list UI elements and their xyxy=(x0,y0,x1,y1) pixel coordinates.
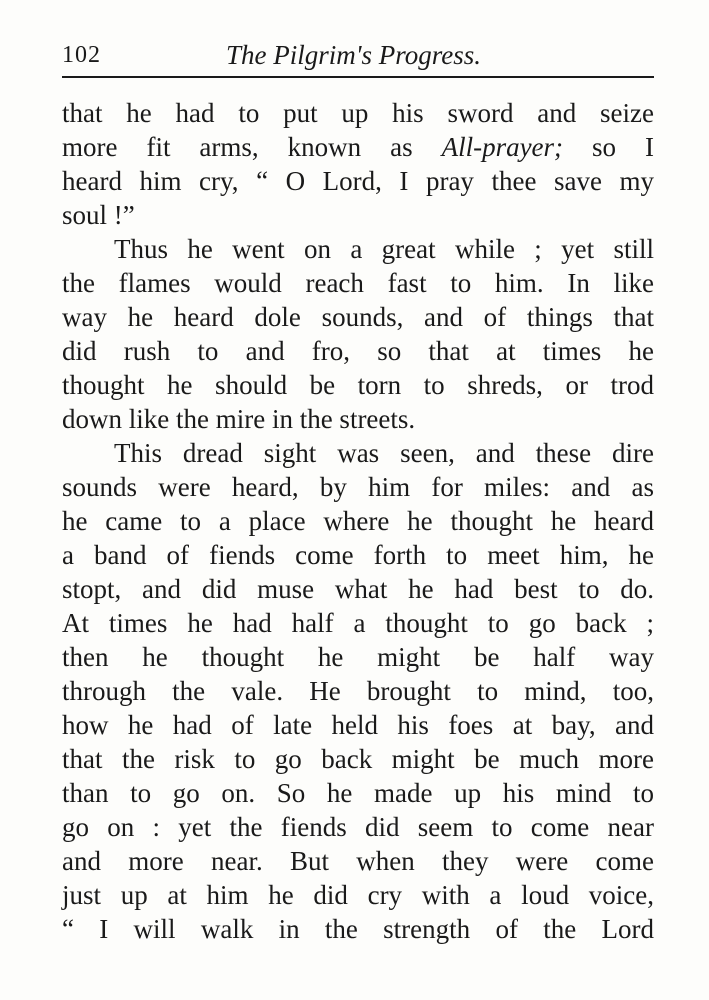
italic-phrase: All-prayer; xyxy=(441,132,564,162)
text-line: “ I will walk in the strength of the Lord xyxy=(62,914,654,944)
text-line: and more near. But when they were come xyxy=(62,846,654,876)
text-line: just up at him he did cry with a loud voice, xyxy=(62,880,654,910)
text-line: how he had of late held his foes at bay, and xyxy=(62,710,654,740)
text-line: Thus he went on a great while ; yet still xyxy=(114,234,654,264)
text-line: This dread sight was seen, and these dire xyxy=(114,438,654,468)
text-line: through the vale. He brought to mind, too, xyxy=(62,676,654,706)
text-line: the flames would reach fast to him. In like xyxy=(62,268,654,298)
text-line: heard him cry, “ O Lord, I pray thee save my xyxy=(62,166,654,196)
text-line: stopt, and did muse what he had best to do. xyxy=(62,574,654,604)
text-line: more fit arms, known as All-prayer; so I xyxy=(62,132,654,162)
text-line: a band of fiends come forth to meet him, he xyxy=(62,540,654,570)
text-line: sounds were heard, by him for miles: and as xyxy=(62,472,654,502)
text-line: way he heard dole sounds, and of things that xyxy=(62,302,654,332)
text-line: then he thought he might be half way xyxy=(62,642,654,672)
text-line: At times he had half a thought to go back ; xyxy=(62,608,654,638)
text-line: he came to a place where he thought he heard xyxy=(62,506,654,536)
text-line: that he had to put up his sword and seize xyxy=(62,98,654,128)
text-line: that the risk to go back might be much more xyxy=(62,744,654,774)
text-line: than to go on. So he made up his mind to xyxy=(62,778,654,808)
text-line: go on : yet the fiends did seem to come near xyxy=(62,812,654,842)
text-line: soul !” xyxy=(62,200,135,230)
body-text xyxy=(62,96,654,946)
running-title: The Pilgrim's Progress. xyxy=(226,40,482,70)
text-line: thought he should be torn to shreds, or trod xyxy=(62,370,654,400)
header-rule xyxy=(62,76,654,78)
page-number: 102 xyxy=(62,42,101,68)
running-head xyxy=(62,40,654,80)
text-line: down like the mire in the streets. xyxy=(62,404,416,434)
text-line: did rush to and fro, so that at times he xyxy=(62,336,654,366)
